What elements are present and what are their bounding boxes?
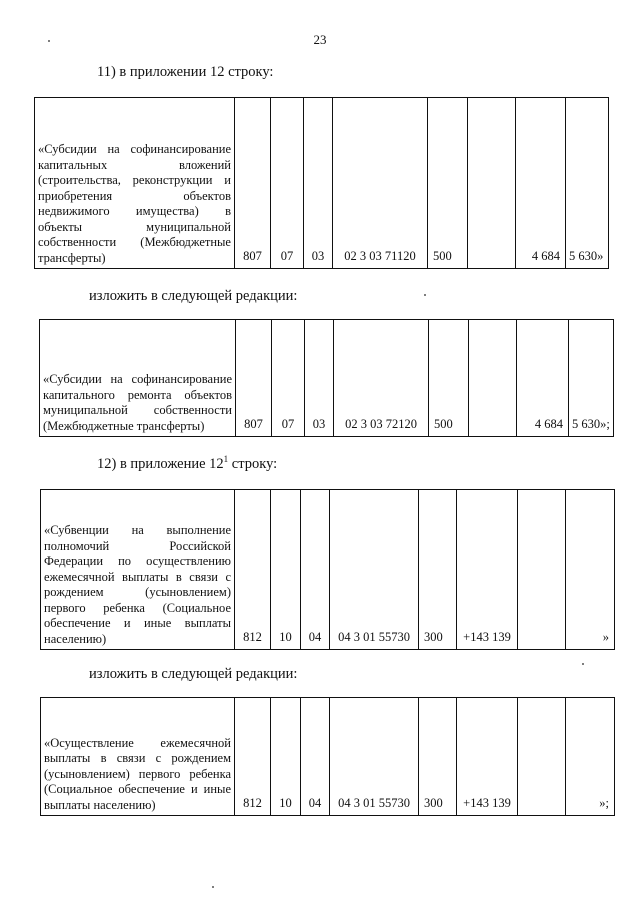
ved-code: 807 xyxy=(235,98,271,269)
subsection-code: 04 xyxy=(301,490,330,650)
target-article-code: 04 3 01 55730 xyxy=(330,490,419,650)
table-row xyxy=(40,320,614,437)
row-name: «Осуществление ежемесячной выплаты в связи с рождением (усыновлением) первого ребенка (Социальное обеспечение и иные выплаты населению) xyxy=(41,698,235,816)
scan-speck xyxy=(48,40,50,42)
row-name: «Субсидии на софинансирование капитальных вложений (строительства, реконструкции и приобретения объектов недвижимого имущества) в объекты муниципальной собственности (Межбюджетные трансферты) xyxy=(35,98,235,269)
subsection-code: 03 xyxy=(305,320,334,437)
section-code: 10 xyxy=(271,490,301,650)
amount-3: » xyxy=(566,490,615,650)
subsection-code: 03 xyxy=(304,98,333,269)
amount-1 xyxy=(468,98,516,269)
amount-2: 4 684 xyxy=(517,320,569,437)
row-name: «Субсидии на софинансирование капитального ремонта объектов муниципальной собственности (Межбюджетные трансферты) xyxy=(40,320,236,437)
budget-table-new-12 xyxy=(40,697,615,816)
section-heading-new-edition-2: изложить в следующей редакции: xyxy=(89,666,298,682)
section-heading-new-edition: изложить в следующей редакции: xyxy=(89,288,298,304)
page-number: 23 xyxy=(313,32,327,47)
table-row xyxy=(41,490,615,650)
section-code: 07 xyxy=(271,98,304,269)
expense-type-code: 300 xyxy=(419,490,457,650)
amount-2 xyxy=(518,490,566,650)
row-name: «Субвенции на выполнение полномочий Российской Федерации по осуществлению ежемесячной выплаты в связи с рождением (усыновлением) первого ребенка (Социальное обеспечение и иные выплаты населению) xyxy=(41,490,235,650)
expense-type-code: 300 xyxy=(419,698,457,816)
section-heading-11: 11) в приложении 12 строку: xyxy=(97,64,274,80)
amount-1: +143 139 xyxy=(457,698,518,816)
target-article-code: 04 3 01 55730 xyxy=(330,698,419,816)
amount-2: 4 684 xyxy=(516,98,566,269)
ved-code: 812 xyxy=(235,490,271,650)
section-heading-12 xyxy=(97,456,277,473)
budget-table-new-11 xyxy=(39,319,614,437)
section-code: 07 xyxy=(272,320,305,437)
table-row xyxy=(35,98,609,269)
heading-superscript: 1 xyxy=(223,454,229,465)
amount-2 xyxy=(518,698,566,816)
amount-3: 5 630»; xyxy=(569,320,614,437)
budget-table-original-11 xyxy=(34,97,609,269)
target-article-code: 02 3 03 72120 xyxy=(334,320,429,437)
amount-1: +143 139 xyxy=(457,490,518,650)
ved-code: 807 xyxy=(236,320,272,437)
scan-speck xyxy=(424,294,426,296)
heading-suffix: строку: xyxy=(228,456,278,472)
expense-type-code: 500 xyxy=(429,320,469,437)
heading-prefix: 12) в приложение 12 xyxy=(97,456,224,472)
amount-3: 5 630» xyxy=(566,98,609,269)
amount-1 xyxy=(469,320,517,437)
subsection-code: 04 xyxy=(301,698,330,816)
scan-speck xyxy=(212,886,214,888)
amount-3: »; xyxy=(566,698,615,816)
scan-speck xyxy=(582,663,584,665)
target-article-code: 02 3 03 71120 xyxy=(333,98,428,269)
expense-type-code: 500 xyxy=(428,98,468,269)
table-row xyxy=(41,698,615,816)
budget-table-original-12 xyxy=(40,489,615,650)
ved-code: 812 xyxy=(235,698,271,816)
section-code: 10 xyxy=(271,698,301,816)
